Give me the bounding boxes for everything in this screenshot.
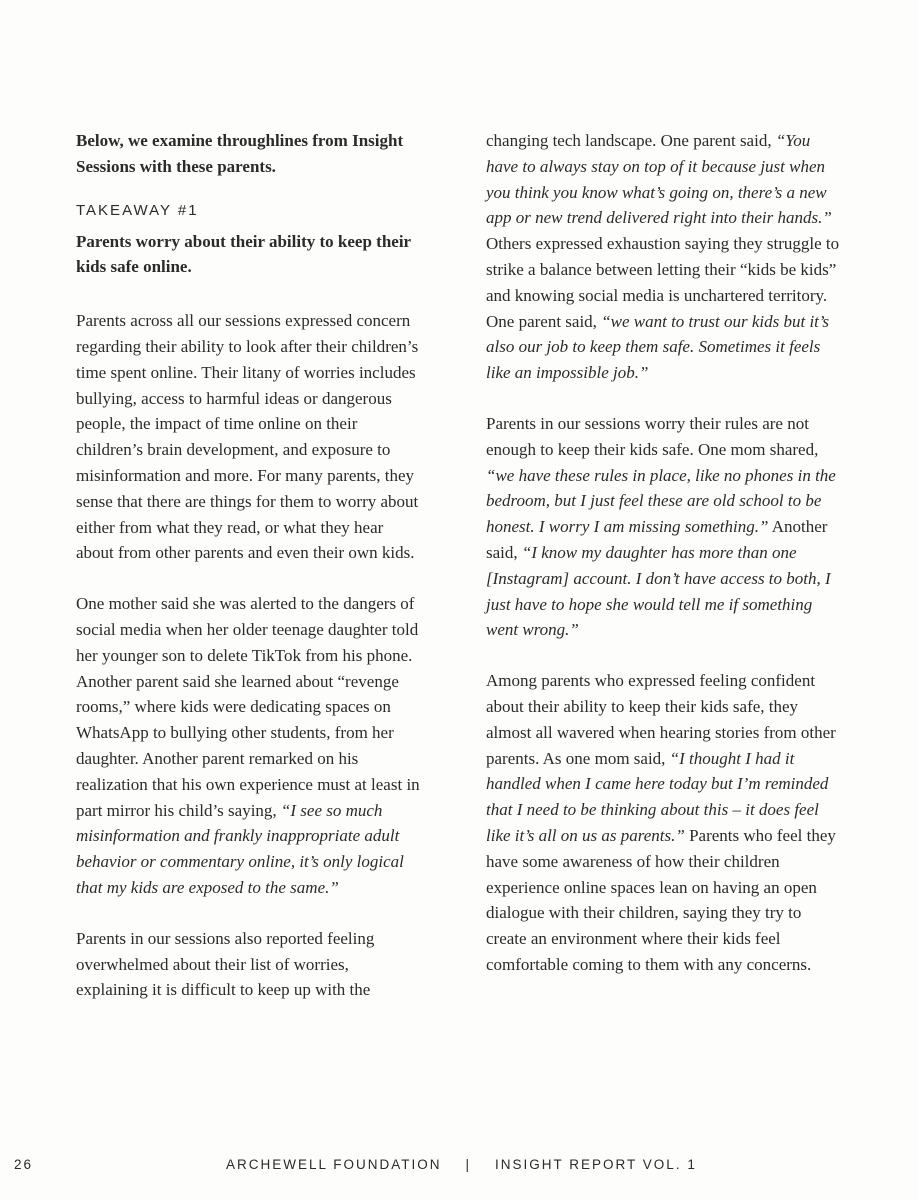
page-number: 26 [14,1157,34,1172]
footer-org: ARCHEWELL FOUNDATION [226,1157,442,1172]
footer-separator: | [465,1157,472,1172]
footer-report: INSIGHT REPORT VOL. 1 [495,1157,697,1172]
paragraph-text: Parents who feel they have some awareness of how their children experience online spaces lean on having an open dialogue with their children, saying they try to create an environment where their kids feel comfortable coming to them with any concerns. [486,825,836,974]
paragraph-text: Others expressed exhaustion saying they struggle to strike a balance between letting their “kids be kids” and knowing social media is unchartered territory. One parent said, [486,234,840,331]
page-footer [0,1157,919,1177]
quote: “we have these rules in place, like no phones in the bedroom, but I just feel these are old school to be honest. I worry I am missing something.” [486,465,836,537]
paragraph-text: Among parents who expressed feeling confident about their ability to keep their kids safe, they almost all wavered when hearing stories from other parents. As one mom said, [486,671,836,768]
paragraph-text: Another said, [486,517,828,562]
left-column [76,128,421,1003]
takeaway-heading: Parents worry about their ability to keep their kids safe online. [76,231,411,277]
paragraph-text: changing tech landscape. One parent said, [486,131,776,150]
quote: “You have to always stay on top of it because just when you think you know what’s going on, there’s a new app or new trend delivered right into their hands.” [486,131,832,228]
takeaway-label: TAKEAWAY #1 [76,201,199,219]
quote: “I see so much misinformation and frankly inappropriate adult behavior or commentary online, it’s only logical that my kids are exposed to the same.” [76,800,404,897]
paragraph [486,668,844,978]
quote: “I thought I had it handled when I came here today but I’m reminded that I need to be thinking about this – it does feel like it’s all on us as parents.” [486,748,829,845]
quote: “I know my daughter has more than one [Instagram] account. I don’t have access to both, I just have to hope she would tell me if something went wrong.” [486,542,831,640]
paragraph: Parents across all our sessions expressed concern regarding their ability to look after their children’s time spent online. Their litany of worries includes bullying, access to harmful ideas or dangerous people, the impact of time online on their children’s brain development, and exposure to misinformation and more. For many parents, they sense that there are things for them to worry about either from what they read, or what they hear about from other parents and even their own kids. [76,311,419,563]
paragraph-text: Parents in our sessions worry their rules are not enough to keep their kids safe. One mom shared, [486,413,819,459]
paragraph [76,591,421,901]
paragraph [486,128,844,386]
intro-text: Below, we examine throughlines from Insight Sessions with these parents. [76,131,404,176]
paragraph-text: One mother said she was alerted to the dangers of social media when her older teenage daughter told her younger son to delete TikTok from his phone. Another parent said she learned about “revenge rooms,” where kids were dedicating spaces on WhatsApp to bullying other students, from her daughter. Another parent remarked on his realization that his own experience must at least in part mirror his child’s saying, [76,594,420,820]
paragraph [486,411,844,643]
right-column [486,128,844,978]
footer-title [226,1157,697,1172]
quote: “we want to trust our kids but it’s also our job to keep them safe. Sometimes it feels like an impossible job.” [486,311,829,383]
paragraph: Parents in our sessions also reported feeling overwhelmed about their list of worries, explaining it is difficult to keep up with the [76,928,375,1000]
